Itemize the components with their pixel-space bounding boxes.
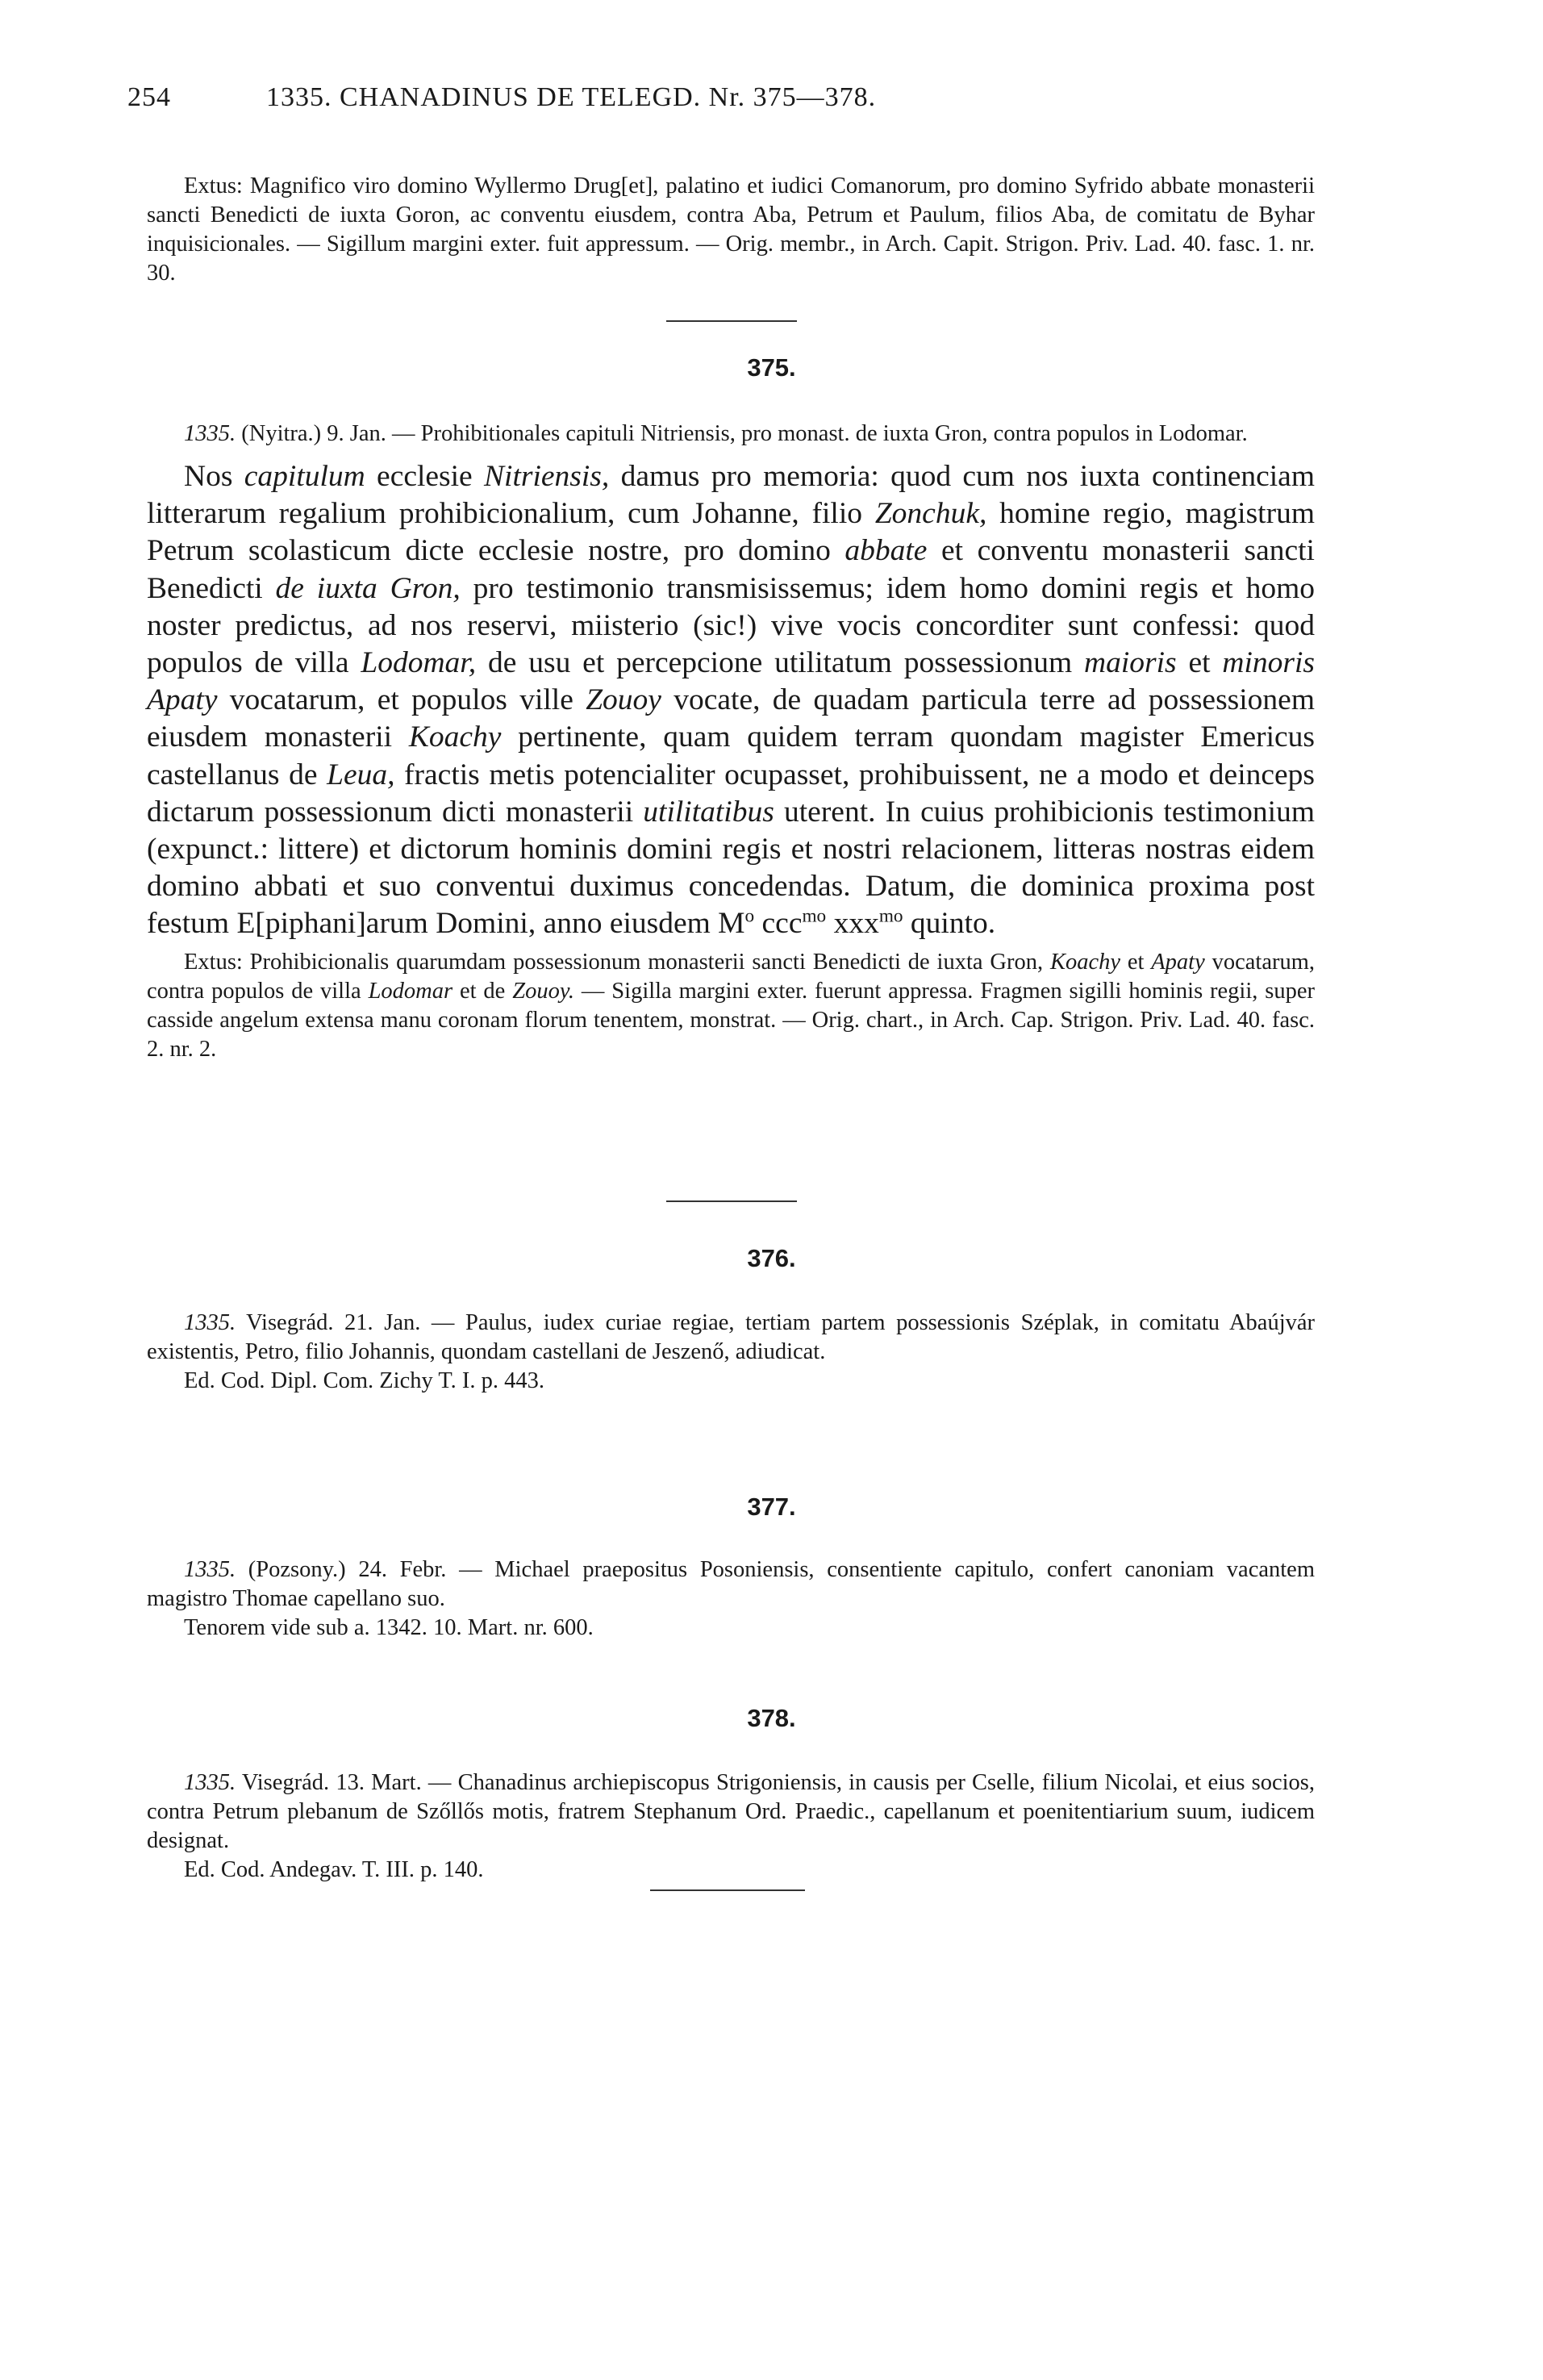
- page-number: 254: [127, 82, 171, 112]
- doc-375: [147, 420, 1315, 1064]
- regest-378: [147, 1768, 1315, 1856]
- regest-text: Visegrád. 13. Mart. — Chanadinus archiepiscopus Strigoniensis, in causis per Cselle, filium Nicolai, et eius socios, contra Petrum plebanum de Szőllős motis, fratrem Stephanum Ord. Praedic., capellanum et poenitentiarium suum, iudicem designat.: [147, 1770, 1315, 1853]
- edition-376: Ed. Cod. Dipl. Com. Zichy T. I. p. 443.: [184, 1368, 545, 1393]
- document-number-376: 376.: [747, 1244, 796, 1272]
- regest-date: 1335.: [184, 1557, 236, 1582]
- extus-paragraph: Extus: Magnifico viro domino Wyllermo Drug[et], palatino et iudici Comanorum, pro domino Syfrido abbate monasterii sancti Benedicti de iuxta Goron, ac conventu eiusdem, contra Aba, Petrum et Paulum, filios Aba, de comitatu de Byhar inquisicionales. — Sigillum margini exter. fuit appressum. — Orig. membr., in Arch. Capit. Strigon. Priv. Lad. 40. fasc. 1. nr. 30.: [147, 173, 1315, 286]
- regest-375: [147, 420, 1315, 449]
- document-number-377: 377.: [747, 1493, 796, 1521]
- doc-377: [147, 1555, 1315, 1643]
- running-title: 1335. CHANADINUS DE TELEGD. Nr. 375—378.: [266, 82, 877, 112]
- charter-text-375: Nos capitulum ecclesie Nitriensis, damus pro memoria: quod cum nos iuxta continenciam litterarum regalium prohibicionalium, cum Johanne, filio Zonchuk, homine regio, magistrum Petrum scolasticum dicte ecclesie nostre, pro domino abbate et conventu monasterii sancti Benedicti de iuxta Gron, pro testimonio transmisissemus; idem homo domini regis et homo noster predictus, ad nos reservi, miisterio (sic!) vive vocis concorditer sunt confessi: quod populos de villa Lodomar, de usu et percepcione utilitatum possessionum maioris et minoris Apaty vocatarum, et populos ville Zouoy vocate, de quadam particula terre ad possessionem eiusdem monasterii Koachy pertinente, quam quidem terram quondam magister Emericus castellanus de Leua, fractis metis potencialiter ocupasset, prohibuissent, ne a modo et deinceps dictarum possessionum dicti monasterii utilitatibus uterent. In cuius prohibicionis testimonium (expunct.: littere) et dictorum hominis domini regis et nostri relacionem, litteras nostras eidem domino abbati et suo conventui duximus concedendas. Datum, die dominica proxima post festum E[piphani]arum Domini, anno eiusdem $M^o$ ccc$^{mo}$ xxx$^{mo}$ quinto.: [147, 460, 1315, 941]
- doc-376: [147, 1309, 1315, 1396]
- regest-date: 1335.: [184, 421, 236, 446]
- separator-rule: [666, 1200, 797, 1202]
- document-number-375: 375.: [747, 353, 796, 382]
- separator-rule: [650, 1889, 805, 1891]
- doc-378: [147, 1768, 1315, 1885]
- regest-text: (Nyitra.) 9. Jan. — Prohibitionales capituli Nitriensis, pro monast. de iuxta Gron, contra populos in Lodomar.: [236, 421, 1248, 446]
- regest-date: 1335.: [184, 1770, 236, 1795]
- extus-375: Extus: Prohibicionalis quarumdam possessionum monasterii sancti Benedicti de iuxta Gron, Koachy et Apaty vocatarum, contra populos de villa Lodomar et de Zouoy. — Sigilla margini exter. fuerunt appressa. Fragmen sigilli hominis regii, super casside angelum extensa manu coronam florum tenentem, monstrat. — Orig. chart., in Arch. Cap. Strigon. Priv. Lad. 40. fasc. 2. nr. 2.: [147, 949, 1316, 1062]
- regest-text: (Pozsony.) 24. Febr. — Michael praepositus Posoniensis, consentiente capitulo, confert canoniam vacantem magistro Thomae capellano suo.: [147, 1557, 1315, 1611]
- separator-rule: [666, 320, 797, 322]
- document-number-378: 378.: [747, 1704, 796, 1732]
- running-header: [127, 82, 1321, 113]
- edition-377: Tenorem vide sub a. 1342. 10. Mart. nr. 600.: [184, 1615, 594, 1640]
- regest-text: Visegrád. 21. Jan. — Paulus, iudex curiae regiae, tertiam partem possessionis Széplak, in comitatu Abaújvár existentis, Petro, filio Johannis, quondam castellani de Jeszenő, adiudicat.: [147, 1310, 1315, 1364]
- doc-374-extus: [147, 172, 1315, 288]
- regest-377: [147, 1555, 1315, 1614]
- edition-378: Ed. Cod. Andegav. T. III. p. 140.: [184, 1857, 484, 1882]
- regest-date: 1335.: [184, 1310, 236, 1335]
- regest-376: [147, 1309, 1315, 1367]
